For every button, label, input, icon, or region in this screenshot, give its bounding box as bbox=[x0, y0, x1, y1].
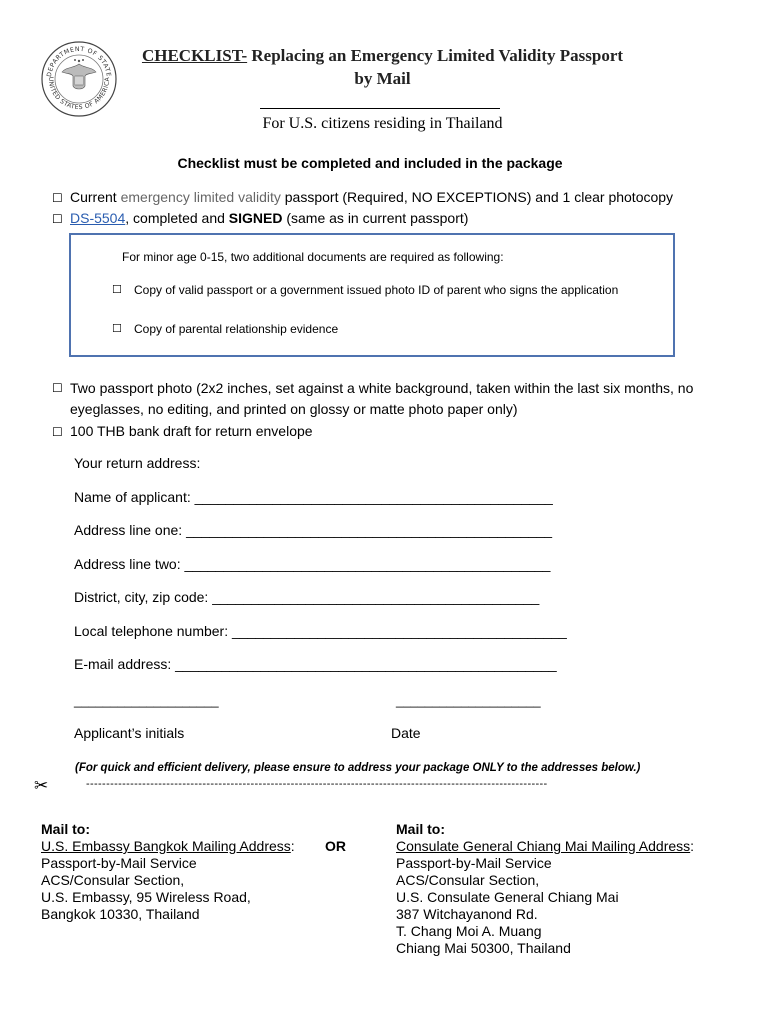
title-lead: CHECKLIST- bbox=[141, 46, 248, 65]
minor-item-parent-id: ☐ Copy of valid passport or a government issued photo ID of parent who signs the application bbox=[112, 283, 619, 297]
mail-heading: Mail to: bbox=[41, 821, 90, 837]
mail-address-embassy: Mail to: U.S. Embassy Bangkok Mailing Address: Passport-by-Mail Service ACS/Consular Section, U.S. Embassy, 95 Wireless Road, Bangkok 10330, Thailand bbox=[41, 821, 295, 922]
checklist-item-draft: ☐ 100 THB bank draft for return envelope bbox=[52, 421, 313, 443]
checklist-instruction: Checklist must be completed and included in the package bbox=[177, 155, 563, 171]
minor-item-relationship: ☐ Copy of parental relationship evidence bbox=[112, 322, 339, 336]
checkbox[interactable]: ☐ bbox=[52, 212, 63, 226]
mail-title: U.S. Embassy Bangkok Mailing Address bbox=[41, 838, 291, 854]
page-title bbox=[110, 44, 655, 90]
svg-text:UNITED STATES OF AMERICA: UNITED STATES OF AMERICA bbox=[46, 76, 112, 112]
checkbox[interactable]: ☐ bbox=[52, 381, 63, 395]
title-line2: by Mail bbox=[354, 69, 411, 88]
checklist-item-passport: ☐ Current emergency limited validity passport (Required, NO EXCEPTIONS) and 1 clear photocopy bbox=[52, 187, 673, 209]
mail-address-consulate: Mail to: Consulate General Chiang Mai Mailing Address: Passport-by-Mail Service ACS/Consular Section, U.S. Consulate General Chiang Mai 387 Witchayanond Rd. T. Chang Moi A. Muang Chiang Mai 50300, Thailand bbox=[396, 821, 695, 956]
checkbox[interactable]: ☐ bbox=[112, 322, 122, 335]
checkbox[interactable]: ☐ bbox=[52, 425, 63, 439]
checklist-item-photo: ☐ Two passport photo (2x2 inches, set against a white background, taken within the last six months, no eyeglasses, no editing, and printed on glossy or matte photo paper only) bbox=[52, 380, 694, 417]
date-line[interactable]: ____________________ bbox=[396, 693, 541, 708]
address-line-one-field[interactable]: Address line one: _______________________________________________ bbox=[74, 522, 553, 538]
initials-label: Applicant’s initials bbox=[74, 725, 185, 741]
delivery-note: (For quick and efficient delivery, please ensure to address your package ONLY to the addresses below.) bbox=[75, 762, 641, 774]
name-of-applicant-field[interactable]: Name of applicant: ______________________________________________ bbox=[74, 489, 553, 505]
svg-text:DEPARTMENT OF STATE: DEPARTMENT OF STATE bbox=[45, 45, 112, 78]
department-of-state-seal bbox=[40, 40, 118, 118]
initials-line[interactable]: ____________________ bbox=[74, 693, 219, 708]
return-address-heading: Your return address: bbox=[74, 455, 201, 471]
ds5504-link[interactable]: DS-5504 bbox=[70, 210, 126, 226]
district-city-zip-field[interactable]: District, city, zip code: __________________________________________ bbox=[74, 589, 540, 605]
mail-title: Consulate General Chiang Mai Mailing Address bbox=[396, 838, 691, 854]
title-rest: Replacing an Emergency Limited Validity Passport bbox=[247, 46, 624, 65]
email-address-field[interactable]: E-mail address: _________________________________________________ bbox=[74, 656, 557, 672]
cut-line: ------------------------------------------------------------------------------------------------------------------- bbox=[86, 778, 548, 790]
local-telephone-field[interactable]: Local telephone number: ___________________________________________ bbox=[74, 623, 567, 639]
checkbox[interactable]: ☐ bbox=[52, 191, 63, 205]
minor-requirements-intro: For minor age 0-15, two additional documents are required as following: bbox=[122, 250, 504, 264]
mail-heading: Mail to: bbox=[396, 821, 445, 837]
date-label: Date bbox=[391, 725, 421, 741]
checklist-item-ds5504: ☐ DS-5504, completed and SIGNED (same as in current passport) bbox=[52, 208, 468, 230]
or-label: OR bbox=[325, 838, 346, 854]
checkbox[interactable]: ☐ bbox=[112, 283, 122, 296]
scissors-icon: ✂ bbox=[34, 776, 49, 796]
title-underline-rule bbox=[260, 108, 500, 109]
address-line-two-field[interactable]: Address line two: _______________________________________________ bbox=[74, 556, 551, 572]
page-subtitle: For U.S. citizens residing in Thailand bbox=[262, 115, 503, 132]
